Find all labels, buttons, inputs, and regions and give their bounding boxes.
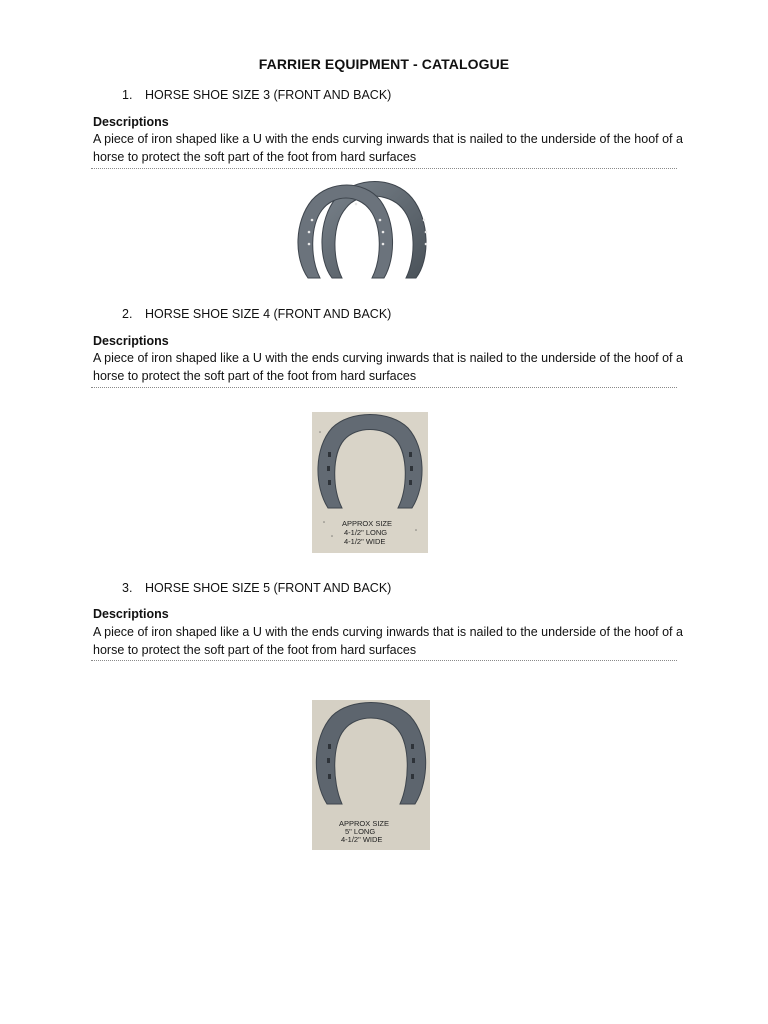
section-divider (91, 660, 677, 661)
section-divider (91, 168, 677, 169)
item-number: 2. (122, 307, 133, 321)
image-caption: 5" LONG (345, 827, 376, 836)
image-caption: 4-1/2" WIDE (344, 537, 386, 546)
description-label: Descriptions (93, 115, 169, 129)
horseshoe-pair-image (296, 180, 442, 282)
item-title: HORSE SHOE SIZE 5 (FRONT AND BACK) (145, 581, 392, 595)
image-caption: APPROX SIZE (342, 519, 393, 528)
item-title: HORSE SHOE SIZE 3 (FRONT AND BACK) (145, 88, 392, 102)
item-number: 3. (122, 581, 133, 595)
item-heading (122, 581, 391, 595)
page-title: FARRIER EQUIPMENT - CATALOGUE (258, 56, 510, 72)
item-title: HORSE SHOE SIZE 4 (FRONT AND BACK) (145, 307, 392, 321)
section-divider (91, 387, 677, 388)
image-caption: 4-1/2" WIDE (341, 835, 383, 844)
description-text: A piece of iron shaped like a U with the ends curving inwards that is nailed to the underside of the hoof of a horse to protect the soft part of the foot from hard surfaces (93, 132, 683, 164)
image-caption: 4-1/2" LONG (344, 528, 388, 537)
item-number: 1. (122, 88, 133, 102)
image-caption: APPROX SIZE (339, 819, 390, 828)
horseshoe-photo (312, 412, 428, 553)
horseshoe-icon (312, 700, 430, 850)
description-text: A piece of iron shaped like a U with the ends curving inwards that is nailed to the underside of the hoof of a horse to protect the soft part of the foot from hard surfaces (93, 625, 683, 657)
description-text: A piece of iron shaped like a U with the ends curving inwards that is nailed to the underside of the hoof of a horse to protect the soft part of the foot from hard surfaces (93, 351, 683, 383)
horseshoe-pair-icon (296, 180, 442, 282)
description-label: Descriptions (93, 334, 169, 348)
item-heading (122, 307, 391, 321)
horseshoe-photo (312, 700, 430, 850)
item-heading (122, 88, 391, 102)
horseshoe-icon (312, 412, 428, 553)
description-label: Descriptions (93, 607, 169, 621)
